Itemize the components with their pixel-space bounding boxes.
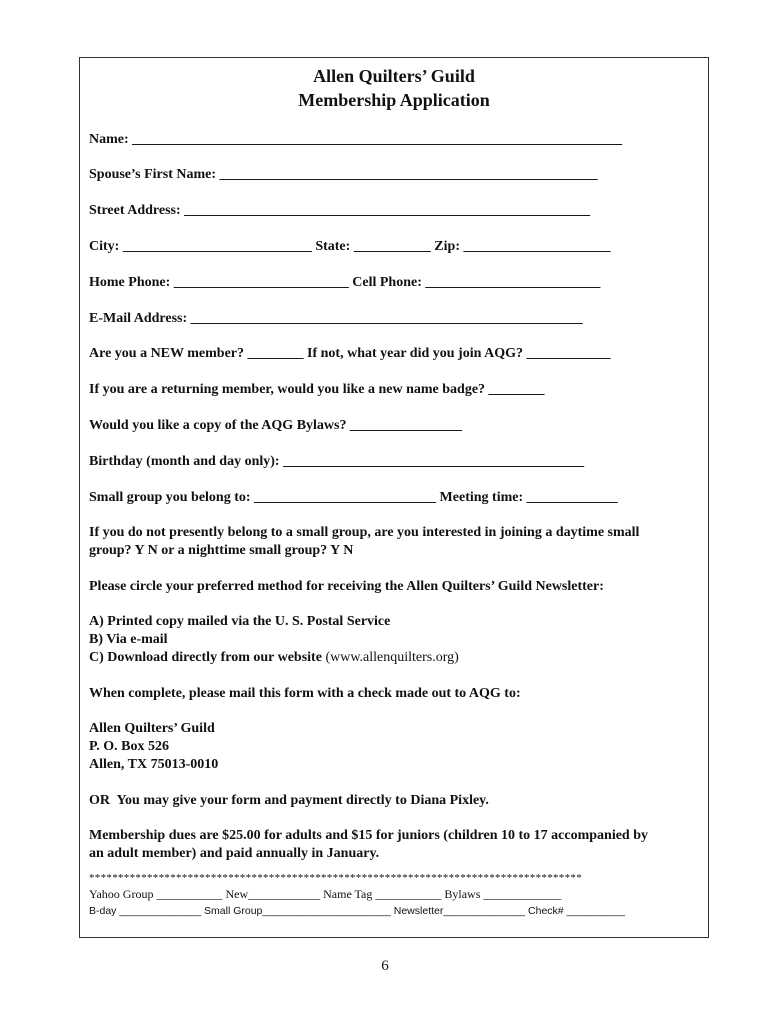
email-field[interactable]: E-Mail Address: ________________________________________________________ <box>89 311 583 326</box>
birthday-field[interactable]: Birthday (month and day only): ___________________________________________ <box>89 454 585 469</box>
newsletter-option-c[interactable] <box>89 649 459 667</box>
office-use-line2: B-day ______________ Small Group______________________ Newsletter______________ Check# __________ <box>89 905 625 917</box>
mailing-address-line3: Allen, TX 75013-0010 <box>89 757 219 772</box>
new-member-field[interactable]: Are you a NEW member? ________ If not, what year did you join AQG? ____________ <box>89 346 611 361</box>
spouse-name-field[interactable]: Spouse’s First Name: ______________________________________________________ <box>89 167 598 182</box>
mailing-address-line1: Allen Quilters’ Guild <box>89 721 215 736</box>
bylaws-field[interactable]: Would you like a copy of the AQG Bylaws? ________________ <box>89 418 462 433</box>
small-group-interest-line1: If you do not presently belong to a small group, are you interested in joining a daytime small <box>89 525 640 540</box>
phone-fields[interactable]: Home Phone: _________________________ Cell Phone: _________________________ <box>89 275 601 290</box>
street-address-field[interactable]: Street Address: __________________________________________________________ <box>89 203 591 218</box>
mailing-address-line2: P. O. Box 526 <box>89 739 169 754</box>
office-use-line1: Yahoo Group ___________ New____________ Name Tag ___________ Bylaws _____________ <box>89 887 562 901</box>
name-badge-field[interactable]: If you are a returning member, would you like a new name badge? ________ <box>89 382 545 397</box>
small-group-interest-line2: group? Y N or a nighttime small group? Y N <box>89 543 354 558</box>
option-c-label: C) Download directly from our website <box>89 650 326 665</box>
dues-line1: Membership dues are $25.00 for adults and $15 for juniors (children 10 to 17 accompanied by <box>89 828 648 843</box>
separator-stars: ************************************************************************************* <box>89 872 582 884</box>
form-subtitle: Membership Application <box>298 90 490 110</box>
name-field[interactable]: Name: ______________________________________________________________________ <box>89 132 623 147</box>
page-number: 6 <box>381 958 389 974</box>
form-title: Allen Quilters’ Guild <box>313 66 475 86</box>
city-state-zip-field[interactable]: City: ___________________________ State: ___________ Zip: _____________________ <box>89 239 611 254</box>
newsletter-option-a[interactable]: A) Printed copy mailed via the U. S. Postal Service <box>89 614 391 629</box>
mail-prompt: When complete, please mail this form with a check made out to AQG to: <box>89 686 521 701</box>
small-group-field[interactable]: Small group you belong to: __________________________ Meeting time: _____________ <box>89 490 618 505</box>
alternate-payment-note: OR You may give your form and payment directly to Diana Pixley. <box>89 793 489 808</box>
website-url[interactable]: (www.allenquilters.org) <box>325 650 459 665</box>
newsletter-option-b[interactable]: B) Via e-mail <box>89 632 168 647</box>
dues-line2: an adult member) and paid annually in January. <box>89 846 380 861</box>
newsletter-prompt: Please circle your preferred method for receiving the Allen Quilters’ Guild Newsletter: <box>89 579 604 594</box>
